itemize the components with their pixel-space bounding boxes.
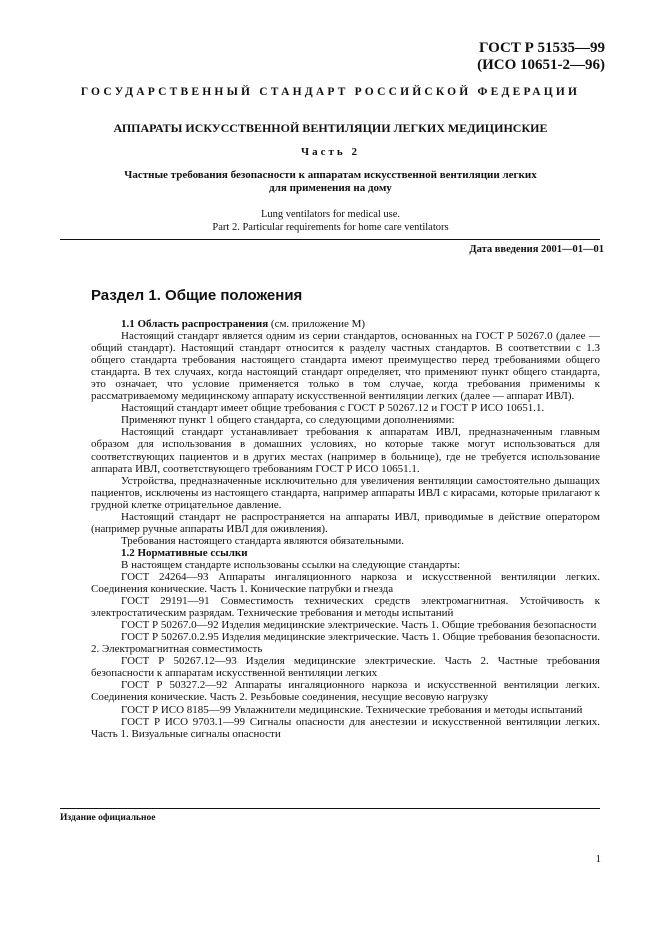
standard-number: ГОСТ Р 51535—99 (478, 40, 605, 56)
part-label: Часть 2 (301, 146, 360, 158)
header-divider (60, 239, 600, 240)
introduction-date: Дата введения 2001—01—01 (469, 244, 604, 255)
reference-item: ГОСТ 29191—91 Совместимость технических средств электромагнитная. Устойчивость к электростатическим разрядам. Технические требования и методы испытаний (91, 595, 600, 620)
iso-number: (ИСО 10651-2—96) (477, 57, 605, 73)
heading-1-1: 1.1 Область распространения (121, 318, 269, 330)
english-title (0, 208, 661, 234)
heading-1-2: 1.2 Нормативные ссылки (121, 546, 248, 559)
page-number: 1 (595, 853, 601, 865)
subtitle-line-2: для применения на дому (269, 182, 392, 194)
subtitle-line-1: Частные требования безопасности к аппаратам искусственной вентиляции легких (124, 169, 537, 181)
paragraph: Настоящий стандарт имеет общие требования с ГОСТ Р 50267.12 и ГОСТ Р ИСО 10651.1. (121, 402, 545, 415)
paragraph (91, 547, 600, 559)
reference-item: ГОСТ Р ИСО 9703.1—99 Сигналы опасности для анестезии и искусственной вентиляции легких. Часть 1. Визуальные сигналы опасности (91, 715, 600, 740)
english-title-line-1: Lung ventilators for medical use. (260, 209, 401, 220)
reference-item: ГОСТ Р 50267.0—92 Изделия медицинские электрические. Часть 1. Общие требования безопасности (121, 619, 597, 632)
reference-item: ГОСТ Р ИСО 8185—99 Увлажнители медицинские. Технические требования и методы испытаний (121, 703, 583, 716)
document-title: АППАРАТЫ ИСКУССТВЕННОЙ ВЕНТИЛЯЦИИ ЛЕГКИХ МЕДИЦИНСКИЕ (113, 121, 548, 135)
official-edition-label: Издание официальное (60, 813, 156, 823)
state-standard-heading: ГОСУДАРСТВЕННЫЙ СТАНДАРТ РОССИЙСКОЙ ФЕДЕРАЦИИ (80, 86, 581, 98)
standard-number-header (477, 40, 605, 74)
english-title-line-2: Part 2. Particular requirements for home care ventilators (212, 222, 449, 233)
paragraph: Требования настоящего стандарта являются обязательными. (121, 534, 405, 547)
paragraph: Применяют пункт 1 общего стандарта, со следующими дополнениями: (121, 414, 455, 427)
reference-item: ГОСТ Р 50327.2—92 Аппараты ингаляционного наркоза и искусственной вентиляции легких. Соединения конические. Часть 2. Резьбовые соединения, несущие весовую нагрузку (91, 679, 600, 704)
document-subtitle (100, 169, 561, 195)
paragraph: Настоящий стандарт устанавливает требования к аппаратам ИВЛ, предназначенным главным образом для использования в домашних условиях, но которые также могут использоваться для соответствующих пациентов и в других местах (например в больнице), где не требуется использование аппарата ИВЛ, соответствующего требованиям ГОСТ Р ИСО 10651.1. (91, 426, 600, 475)
reference-item: ГОСТ Р 50267.12—93 Изделия медицинские электрические. Часть 2. Частные требования безопасности к аппаратам искусственной вентиляции легких (91, 655, 600, 680)
paragraph: Настоящий стандарт не распространяется на аппараты ИВЛ, приводимые в действие оператором (например ручные аппараты ИВЛ для оживления). (91, 510, 600, 535)
paragraph (91, 318, 600, 330)
body-text (91, 318, 600, 740)
heading-1-1-note: (см. приложение М) (268, 318, 366, 330)
reference-item: ГОСТ Р 50267.0.2.95 Изделия медицинские электрические. Часть 1. Общие требования безопасности. 2. Электромагнитная совместимость (91, 631, 600, 656)
paragraph: Настоящий стандарт является одним из серии стандартов, основанных на ГОСТ Р 50267.0 (далее — общий стандарт). Настоящий стандарт относится к разделу частных стандартов. В соответствии с 1.3 общего стандарта требования настоящего стандарта имеют преимущество перед требованиями общего стандарта. В тех случаях, когда настоящий стандарт определяет, что применяют пункт общего стандарта, это означает, что условие применяется только в том случае, когда требования применимы к рассматриваемому медицинскому аппарату искусственной вентиляции легких (далее — аппарат ИВЛ). (91, 330, 600, 403)
paragraph: В настоящем стандарте использованы ссылки на следующие стандарты: (121, 558, 461, 571)
section-title: Раздел 1. Общие положения (91, 287, 303, 304)
footer-divider (60, 808, 600, 809)
reference-item: ГОСТ 24264—93 Аппараты ингаляционного наркоза и искусственной вентиляции легких. Соединения конические. Часть 1. Конические патрубки и гнезда (91, 570, 600, 596)
paragraph: Устройства, предназначенные исключительно для увеличения вентиляции самостоятельно дышащих пациентов, исключены из настоящего стандарта, например аппараты ИВЛ с кирасами, которые прилагают к грудной клетке отрицательное давление. (91, 474, 600, 511)
